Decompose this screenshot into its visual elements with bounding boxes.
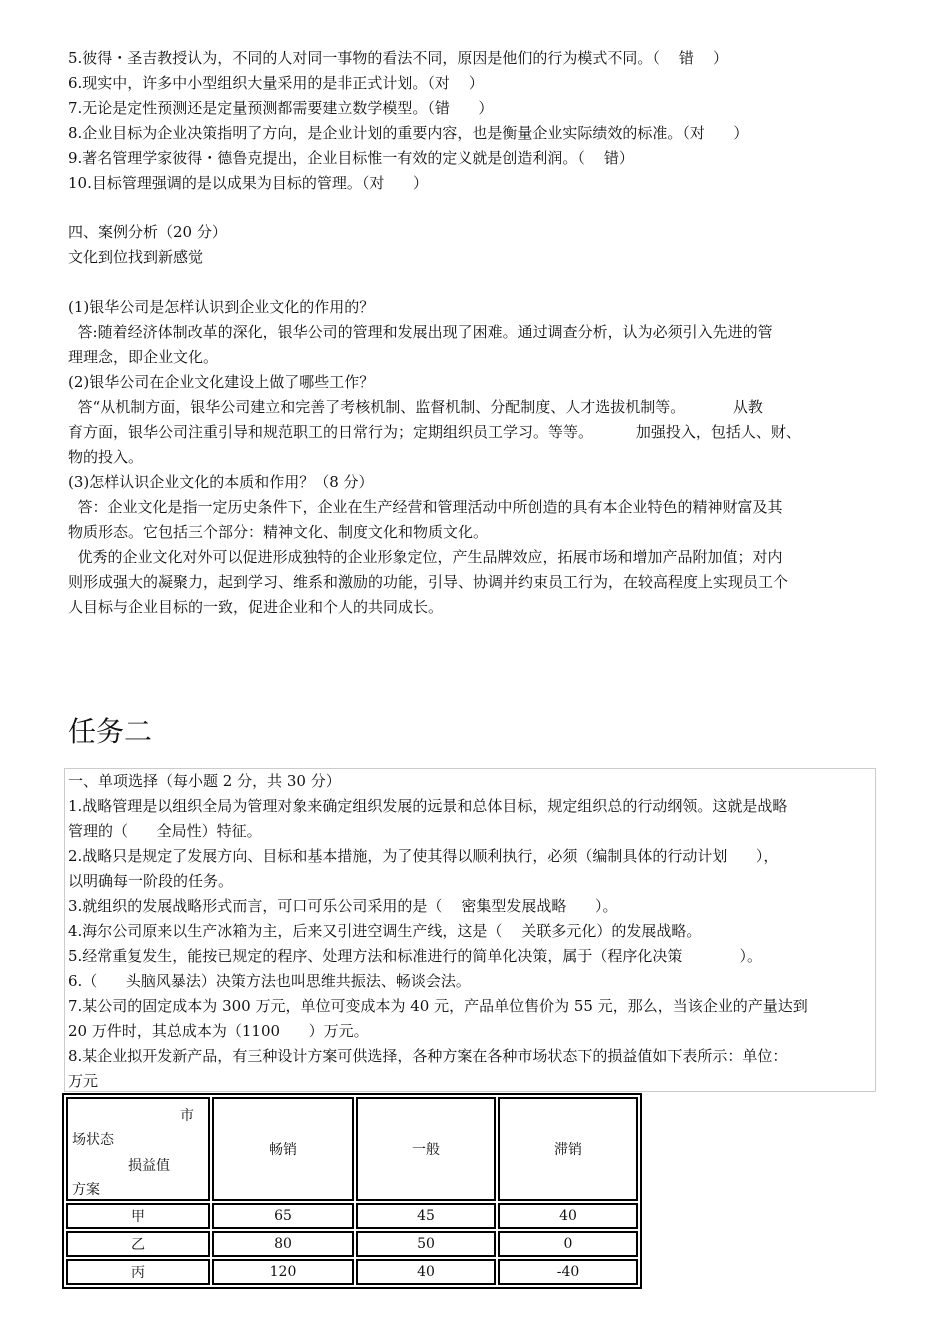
tf-item: 6.现实中，许多中小型组织大量采用的是非正式计划。（对 ） (68, 74, 484, 92)
table-cell: 80 (212, 1231, 354, 1257)
case-line: 物质形态。它包括三个部分：精神文化、制度文化和物质文化。 (68, 523, 489, 541)
task2-line: 4.海尔公司原来以生产冰箱为主，后来又引进空调生产线，这是（ 关联多元化）的发展战略。 (68, 922, 702, 940)
table-row (66, 1231, 638, 1257)
table-cell: 65 (212, 1203, 354, 1229)
case-line: 答“从机制方面，银华公司建立和完善了考核机制、监督机制、分配制度、人才选拔机制等。 从教 (68, 398, 763, 416)
case-line: 人目标与企业目标的一致，促进企业和个人的共同成长。 (68, 598, 444, 616)
task2-line: 以明确每一阶段的任务。 (68, 872, 234, 890)
task2-line: 3.就组织的发展战略形式而言，可口可乐公司采用的是（ 密集型发展战略 ）。 (68, 897, 618, 915)
case-line: (2)银华公司在企业文化建设上做了哪些工作？ (68, 373, 375, 391)
table-cell: 40 (498, 1203, 638, 1229)
column-header: 一般 (356, 1097, 496, 1201)
case-title: 文化到位找到新感觉 (68, 248, 204, 266)
case-line: 理理念，即企业文化。 (68, 348, 219, 366)
case-line: (1)银华公司是怎样认识到企业文化的作用的？ (68, 298, 375, 316)
case-line: 则形成强大的凝聚力，起到学习、维系和激励的功能，引导、协调并约束员工行为，在较高程度上实现员工个 (68, 573, 789, 591)
task2-line: 20 万件时，其总成本为（1100 ）万元。 (68, 1022, 369, 1040)
table-row (66, 1259, 638, 1285)
table-cell: 50 (356, 1231, 496, 1257)
header-corner-cell: 市 场状态 损益值 方案 (66, 1097, 210, 1201)
tf-item: 9.著名管理学家彼得・德鲁克提出，企业目标惟一有效的定义就是创造利润。（ 错） (68, 149, 634, 167)
table-header-row (66, 1097, 638, 1201)
column-header: 畅销 (212, 1097, 354, 1201)
case-line: 答:随着经济体制改革的深化，银华公司的管理和发展出现了困难。通过调查分析，认为必须引入先进的管 (68, 323, 773, 341)
case-line: 答：企业文化是指一定历史条件下，企业在生产经营和管理活动中所创造的具有本企业特色的精神财富及其 (68, 498, 783, 516)
task2-line: 2.战略只是规定了发展方向、目标和基本措施，为了使其得以顺利执行，必须（编制具体的行动计划 ）， (68, 847, 779, 865)
task2-line: 管理的（ 全局性）特征。 (68, 822, 262, 840)
section-title: 任务二 (68, 715, 153, 748)
case-heading: 四、案例分析（20 分） (68, 223, 227, 241)
task2-line: 1.战略管理是以组织全局为管理对象来确定组织发展的远景和总体目标，规定组织总的行动纲领。这就是战略 (68, 797, 788, 815)
tf-item: 7.无论是定性预测还是定量预测都需要建立数学模型。（错 ） (68, 99, 494, 117)
table-row (66, 1203, 638, 1229)
tf-item: 8.企业目标为企业决策指明了方向，是企业计划的重要内容，也是衡量企业实际绩效的标准。（对 ） (68, 124, 749, 142)
table-cell: 0 (498, 1231, 638, 1257)
column-header: 滞销 (498, 1097, 638, 1201)
task2-line: 7.某公司的固定成本为 300 万元，单位可变成本为 40 元，产品单位售价为 55 元，那么，当该企业的产量达到 (68, 997, 808, 1015)
table-cell: -40 (498, 1259, 638, 1285)
case-line: (3)怎样认识企业文化的本质和作用？（8 分） (68, 473, 374, 491)
tf-item: 10.目标管理强调的是以成果为目标的管理。（对 ） (68, 174, 428, 192)
case-line: 物的投入。 (68, 448, 144, 466)
task2-line: 一、单项选择（每小题 2 分，共 30 分） (68, 772, 341, 790)
row-label: 甲 (66, 1203, 210, 1229)
payoff-table (62, 1093, 642, 1289)
tf-item: 5.彼得・圣吉教授认为，不同的人对同一事物的看法不同，原因是他们的行为模式不同。（ 错 ） (68, 49, 728, 67)
table-cell: 45 (356, 1203, 496, 1229)
task2-line: 6.（ 头脑风暴法）决策方法也叫思维共振法、畅谈会法。 (68, 972, 471, 990)
row-label: 乙 (66, 1231, 210, 1257)
task2-line: 8.某企业拟开发新产品，有三种设计方案可供选择，各种方案在各种市场状态下的损益值如下表所示：单位： (68, 1047, 788, 1065)
case-line: 优秀的企业文化对外可以促进形成独特的企业形象定位，产生品牌效应，拓展市场和增加产品附加值；对内 (68, 548, 783, 566)
table-cell: 120 (212, 1259, 354, 1285)
row-label: 丙 (66, 1259, 210, 1285)
table-cell: 40 (356, 1259, 496, 1285)
case-line: 育方面，银华公司注重引导和规范职工的日常行为；定期组织员工学习。等等。 加强投入，包括人、财、 (68, 423, 801, 441)
task2-line: 万元 (68, 1072, 99, 1090)
task2-line: 5.经常重复发生，能按已规定的程序、处理方法和标准进行的简单化决策，属于（程序化决策 ）。 (68, 947, 763, 965)
